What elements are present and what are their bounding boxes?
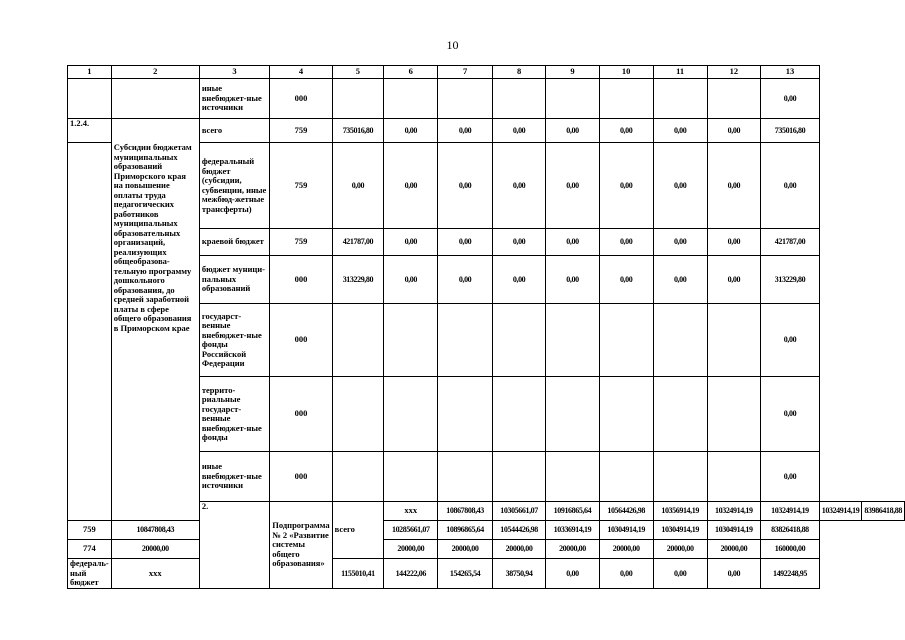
header-cell: 9 <box>546 66 599 79</box>
value-cell: 0,00 <box>438 143 492 229</box>
value-cell: 154265,54 <box>438 559 492 589</box>
value-cell: 313229,80 <box>332 256 383 304</box>
value-cell <box>384 452 438 502</box>
value-cell: 0,00 <box>546 559 599 589</box>
row-number-cell: 1.2.4. <box>68 119 112 143</box>
value-cell <box>653 452 707 502</box>
funding-source-cell: федераль-ный бюджет <box>68 559 112 589</box>
code-cell: 000 <box>270 377 332 452</box>
total-cell: 83826418,88 <box>761 521 820 540</box>
value-cell <box>546 79 599 119</box>
header-cell: 6 <box>384 66 438 79</box>
value-cell: 0,00 <box>707 143 761 229</box>
code-cell: 759 <box>68 521 112 540</box>
value-cell: 0,00 <box>653 143 707 229</box>
value-cell: 20000,00 <box>384 540 438 559</box>
value-cell: 0,00 <box>546 229 599 256</box>
total-cell: 0,00 <box>761 79 820 119</box>
row-number-cell <box>68 143 112 521</box>
value-cell: 10336914,19 <box>546 521 599 540</box>
total-cell: 421787,00 <box>761 229 820 256</box>
code-cell: 000 <box>270 79 332 119</box>
value-cell: 20000,00 <box>492 540 546 559</box>
value-cell <box>384 304 438 377</box>
funding-source-cell: всего <box>332 502 383 559</box>
description-text: Субсидии бюджетам муниципальных образований Приморского края на повышение оплаты труда педагогических работников муниципальных образовательных организаций, реализующих общеобразова-тельную программу дошкольного образования, до средней заработной платы в сфере общего образования в Приморском крае <box>113 142 192 333</box>
value-cell <box>492 452 546 502</box>
value-cell: 20000,00 <box>438 540 492 559</box>
value-cell <box>707 452 761 502</box>
value-cell <box>438 452 492 502</box>
funding-source-cell: иные внебюджет-ные источники <box>199 79 269 119</box>
value-cell <box>707 79 761 119</box>
value-cell: 10916865,64 <box>546 502 599 521</box>
value-cell: 20000,00 <box>546 540 599 559</box>
value-cell: 0,00 <box>438 256 492 304</box>
code-cell: ххх <box>384 502 438 521</box>
value-cell: 0,00 <box>384 143 438 229</box>
value-cell: 0,00 <box>599 143 653 229</box>
value-cell: 0,00 <box>707 229 761 256</box>
funding-source-cell: краевой бюджет <box>199 229 269 256</box>
table-row <box>68 559 905 589</box>
value-cell: 0,00 <box>438 229 492 256</box>
total-cell: 0,00 <box>761 143 820 229</box>
value-cell: 0,00 <box>653 229 707 256</box>
value-cell: 0,00 <box>599 256 653 304</box>
value-cell: 0,00 <box>599 119 653 143</box>
value-cell: 38750,94 <box>492 559 546 589</box>
description-cell <box>111 79 199 119</box>
value-cell <box>707 304 761 377</box>
value-cell: 0,00 <box>492 119 546 143</box>
value-cell: 144222,06 <box>384 559 438 589</box>
value-cell <box>332 304 383 377</box>
value-cell: 10544426,98 <box>492 521 546 540</box>
total-cell: 0,00 <box>761 304 820 377</box>
table-row <box>68 521 905 540</box>
header-cell: 7 <box>438 66 492 79</box>
value-cell: 10867808,43 <box>438 502 492 521</box>
table-row <box>68 79 905 119</box>
funding-source-cell: государст-венные внебюджет-ные фонды Российской Федерации <box>199 304 269 377</box>
header-cell: 2 <box>111 66 199 79</box>
value-cell: 0,00 <box>384 229 438 256</box>
value-cell: 10564426,98 <box>599 502 653 521</box>
value-cell <box>384 377 438 452</box>
value-cell <box>492 79 546 119</box>
value-cell: 10324914,19 <box>761 502 820 521</box>
value-cell <box>332 377 383 452</box>
table-row <box>68 119 905 143</box>
header-cell: 5 <box>332 66 383 79</box>
total-cell: 160000,00 <box>761 540 820 559</box>
value-cell: 10304914,19 <box>599 521 653 540</box>
total-cell: 313229,80 <box>761 256 820 304</box>
total-cell: 83986418,88 <box>862 502 905 521</box>
value-cell: 10324914,19 <box>819 502 862 521</box>
value-cell <box>599 452 653 502</box>
value-cell <box>599 79 653 119</box>
value-cell: 10305661,07 <box>492 502 546 521</box>
total-cell: 735016,80 <box>761 119 820 143</box>
budget-table <box>67 65 905 589</box>
value-cell: 20000,00 <box>599 540 653 559</box>
funding-source-cell: федеральный бюджет (субсидии, субвенции, иные межбюд-жетные трансферты) <box>199 143 269 229</box>
value-cell <box>546 304 599 377</box>
value-cell <box>438 377 492 452</box>
value-cell <box>653 304 707 377</box>
value-cell: 10324914,19 <box>707 502 761 521</box>
code-cell: 759 <box>270 229 332 256</box>
value-cell: 20000,00 <box>111 540 199 559</box>
value-cell: 0,00 <box>707 256 761 304</box>
value-cell <box>438 79 492 119</box>
value-cell: 10285661,07 <box>384 521 438 540</box>
value-cell: 10847808,43 <box>111 521 199 540</box>
value-cell: 0,00 <box>707 559 761 589</box>
header-cell: 4 <box>270 66 332 79</box>
value-cell <box>653 377 707 452</box>
row-number-cell <box>68 79 112 119</box>
header-cell: 11 <box>653 66 707 79</box>
value-cell: 735016,80 <box>332 119 383 143</box>
value-cell: 1155010,41 <box>332 559 383 589</box>
description-cell <box>111 119 199 521</box>
funding-source-cell: иные внебюджет-ные источники <box>199 452 269 502</box>
value-cell: 0,00 <box>492 143 546 229</box>
value-cell: 0,00 <box>653 559 707 589</box>
total-cell: 1492248,95 <box>761 559 820 589</box>
page-number: 10 <box>446 38 459 52</box>
value-cell: 0,00 <box>384 119 438 143</box>
value-cell: 10356914,19 <box>653 502 707 521</box>
header-cell: 1 <box>68 66 112 79</box>
code-cell: 000 <box>270 304 332 377</box>
code-cell: 759 <box>270 119 332 143</box>
value-cell <box>332 79 383 119</box>
value-cell: 0,00 <box>599 229 653 256</box>
value-cell: 10304914,19 <box>707 521 761 540</box>
value-cell: 10304914,19 <box>653 521 707 540</box>
value-cell: 0,00 <box>707 119 761 143</box>
value-cell: 20000,00 <box>653 540 707 559</box>
value-cell <box>332 452 383 502</box>
total-cell: 0,00 <box>761 452 820 502</box>
funding-source-cell: террито-риальные государст-венные внебюджет-ные фонды <box>199 377 269 452</box>
value-cell <box>546 452 599 502</box>
value-cell <box>438 304 492 377</box>
row-number-cell: 2. <box>199 502 269 589</box>
value-cell: 0,00 <box>546 119 599 143</box>
header-cell: 8 <box>492 66 546 79</box>
value-cell <box>492 304 546 377</box>
value-cell: 421787,00 <box>332 229 383 256</box>
value-cell <box>546 377 599 452</box>
value-cell: 0,00 <box>653 119 707 143</box>
header-cell: 10 <box>599 66 653 79</box>
value-cell: 0,00 <box>438 119 492 143</box>
header-cell: 13 <box>761 66 820 79</box>
code-cell: ххх <box>111 559 199 589</box>
value-cell <box>492 377 546 452</box>
value-cell: 20000,00 <box>707 540 761 559</box>
value-cell: 0,00 <box>546 143 599 229</box>
value-cell: 0,00 <box>546 256 599 304</box>
value-cell <box>384 79 438 119</box>
value-cell: 0,00 <box>332 143 383 229</box>
value-cell: 0,00 <box>384 256 438 304</box>
value-cell: 0,00 <box>599 559 653 589</box>
code-cell: 774 <box>68 540 112 559</box>
value-cell <box>707 377 761 452</box>
value-cell <box>599 304 653 377</box>
value-cell <box>599 377 653 452</box>
funding-source-cell: всего <box>199 119 269 143</box>
header-row <box>68 66 905 79</box>
code-cell: 000 <box>270 452 332 502</box>
code-cell: 000 <box>270 256 332 304</box>
value-cell: 10896865,64 <box>438 521 492 540</box>
total-cell: 0,00 <box>761 377 820 452</box>
funding-source-cell: бюджет муници-пальных образований <box>199 256 269 304</box>
header-cell: 12 <box>707 66 761 79</box>
code-cell: 759 <box>270 143 332 229</box>
table-row <box>68 540 905 559</box>
header-cell: 3 <box>199 66 269 79</box>
value-cell <box>653 79 707 119</box>
value-cell: 0,00 <box>492 256 546 304</box>
description-cell: Подпрограмма № 2 «Развитие системы общего образования» <box>270 502 332 589</box>
value-cell: 0,00 <box>653 256 707 304</box>
value-cell: 0,00 <box>492 229 546 256</box>
